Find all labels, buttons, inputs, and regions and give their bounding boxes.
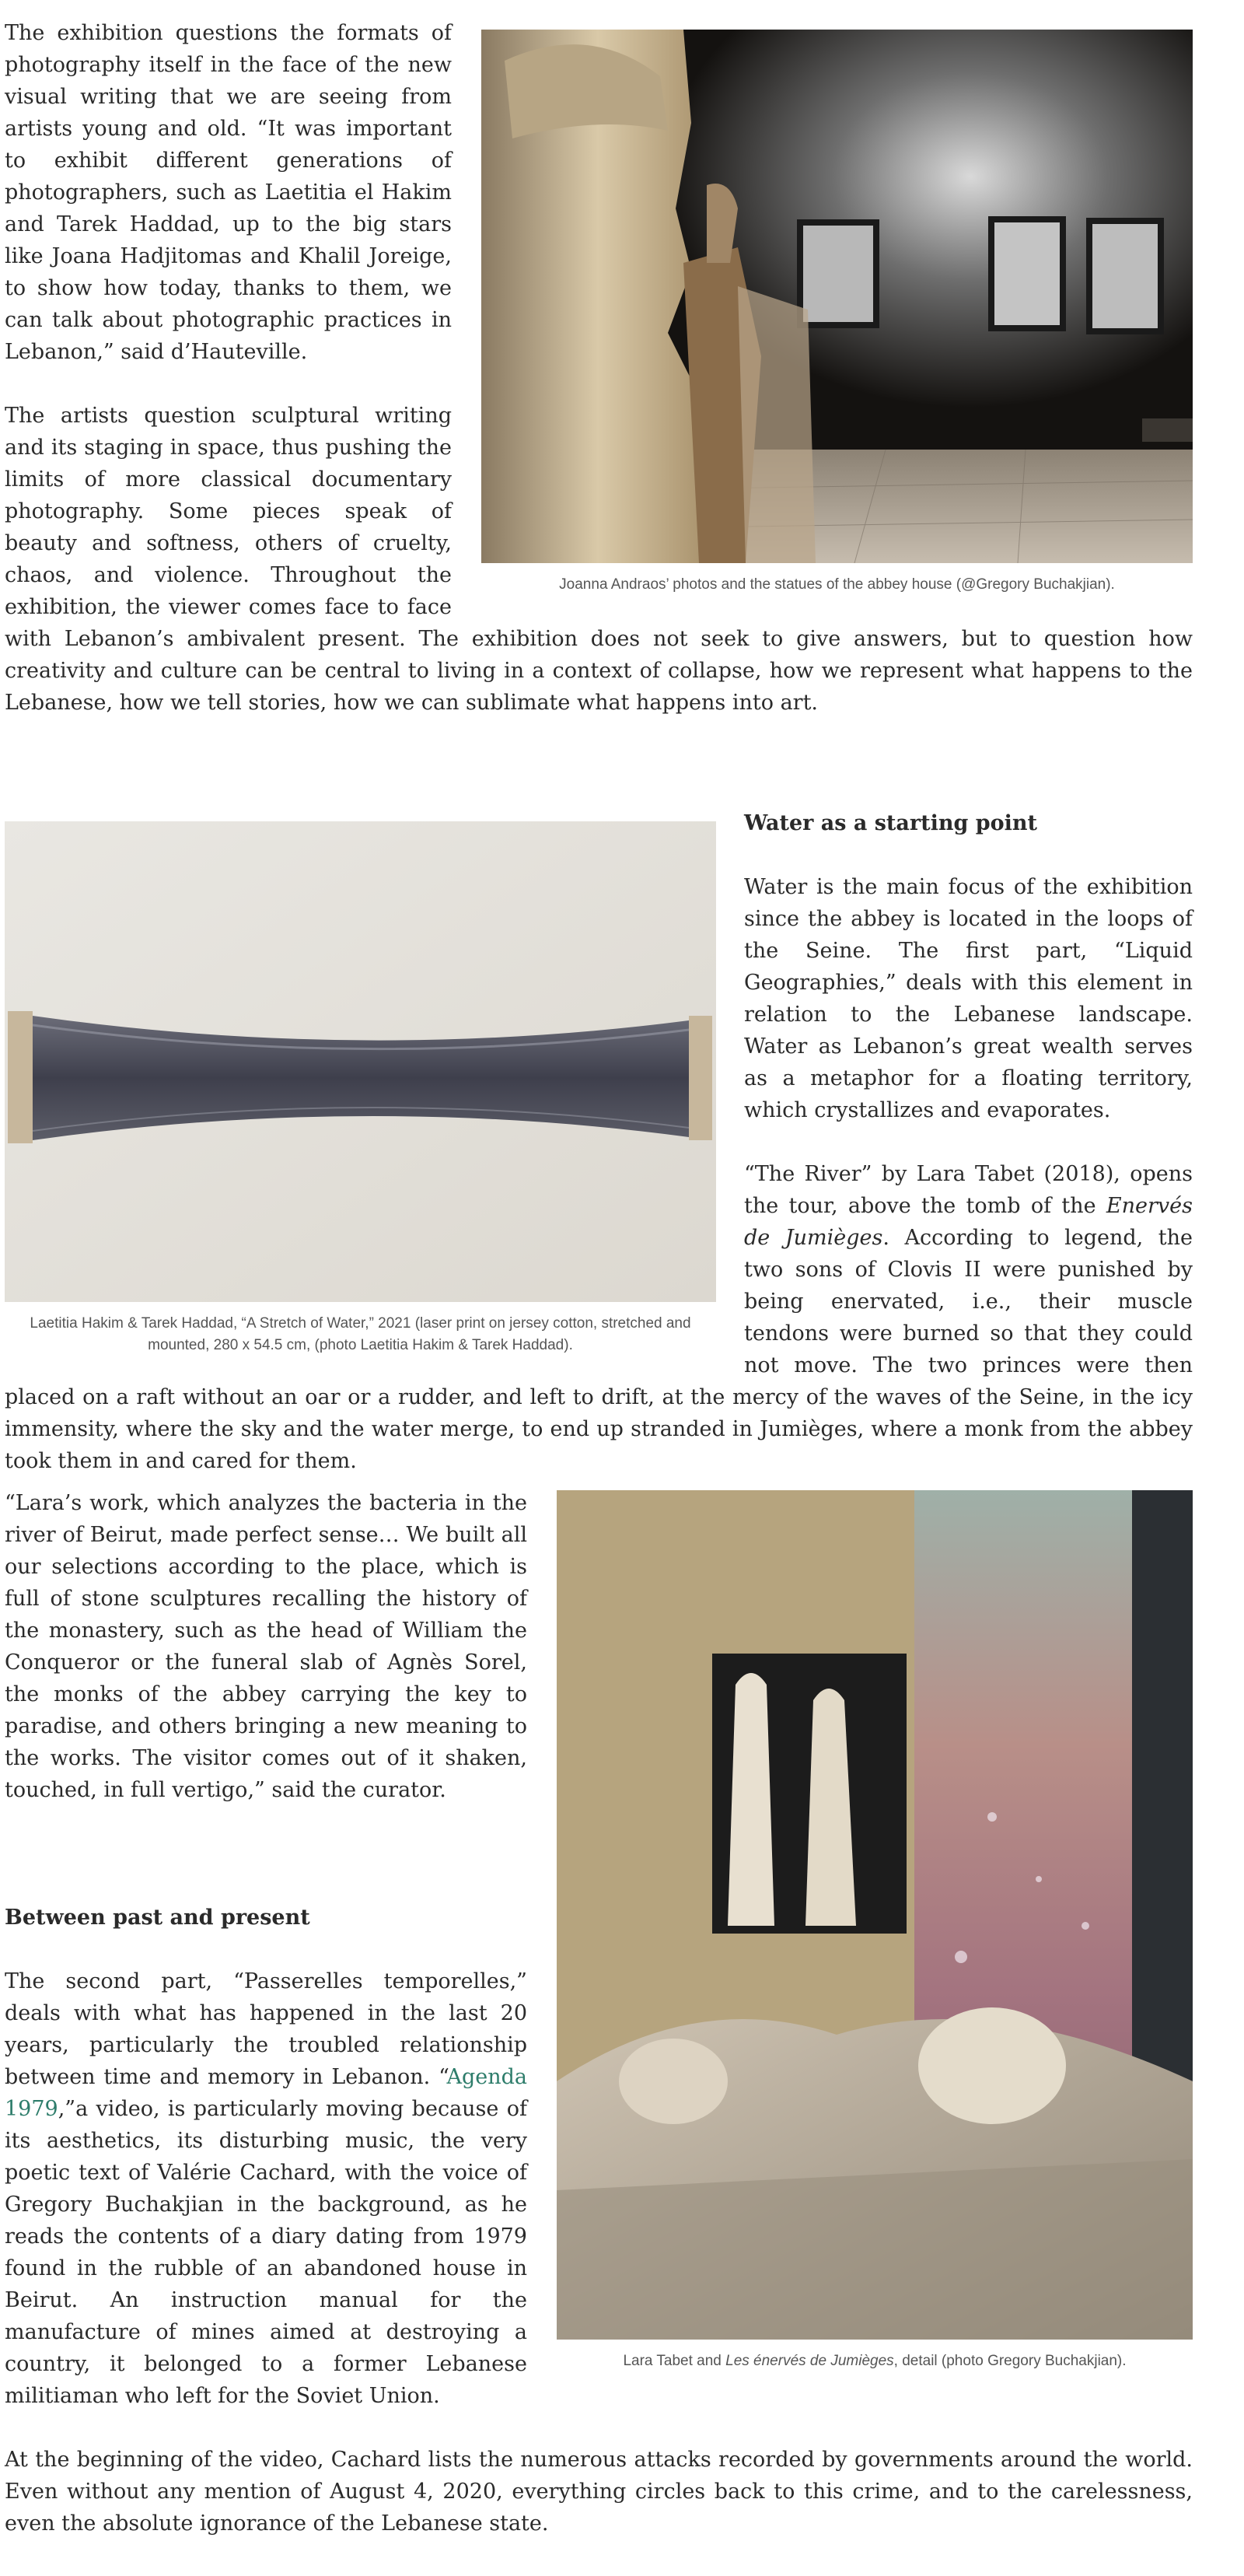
river-title-italic: Enervés de Jumièges [744, 1194, 1193, 1250]
paragraph-water-focus: Water is the main focus of the exhibition since the abbey is located in the loops of the Seine. The first part, “Liquid Geographies,” deals with this element in relation to the Lebanese landscape. Water as Lebanon’s great wealth serves as a metaphor for a floating territory, which crystallizes and evaporates. [744, 875, 1193, 1122]
river-text-before: “The River” by Lara Tabet (2018), opens the tour, above the tomb of the [744, 1162, 1193, 1218]
paragraph-sculptural-writing: The artists question sculptural writing and its staging in space, thus pushing the limits of more classical documentary photography. Some pieces speak of beauty and softness, others of cruelty, chaos, and violence. Throughout the exhibition, the viewer comes face to face with Lebanon’s ambivalent present. The exhibition does not seek to give answers, but to question how creativity and culture can be central to living in a context of collapse, how we represent what happens to the Lebanese, how we tell stories, how we can sublimate what happens into art. [5, 404, 1193, 715]
paragraph-curator-quote: “Lara’s work, which analyzes the bacteria in the river of Beirut, made perfect sense… We built all our selections according to the place, which is full of stone sculptures recalling the history of the monastery, such as the head of William the Conqueror or the funeral slab of Agnès Sorel, the monks of the abbey carrying the key to paradise, and others bringing a new meaning to the works. The visitor comes out of it shaken, touched, in full vertigo,” said the curator. [5, 1491, 527, 1802]
caption-lara-tabet [557, 2350, 1193, 2372]
heading-water-starting-point: Water as a starting point [744, 811, 1038, 835]
section-past-present [5, 1487, 1193, 2539]
photo-lara-tabet [557, 1490, 1193, 2340]
caption-title-italic: Les énervés de Jumièges [725, 2353, 894, 2369]
figure-abbey-statues [481, 30, 1193, 596]
caption-abbey-statues: Joanna Andraos’ photos and the statues of the abbey house (@Gregory Buchakjian). [559, 576, 1115, 593]
photo-stretch-of-water [5, 821, 716, 1302]
section-exhibition-formats [5, 17, 1193, 719]
link-agenda-1979[interactable]: Agenda 1979 [5, 2065, 527, 2121]
figure-lara-tabet [557, 1490, 1193, 2372]
caption-text-before: Lara Tabet and [623, 2353, 726, 2369]
section-water [5, 807, 1193, 1477]
figure-stretch-of-water [5, 821, 716, 1356]
paragraph-cachard-attacks: At the beginning of the video, Cachard lists the numerous attacks recorded by governments around the world. Even without any mention of August 4, 2020, everything circles back to this crime, and to the carelessness, even the absolute ignorance of the Lebanese state. [5, 2448, 1193, 2536]
heading-past-present: Between past and present [5, 1906, 310, 1930]
paragraph-photographers: The exhibition questions the formats of photography itself in the face of the new visual writing that we are seeing from artists young and old. “It was important to exhibit different generations of photographers, such as Laetitia el Hakim and Tarek Haddad, up to the big stars like Joana Hadjitomas and Khalil Joreige, to show how today, thanks to them, we can talk about photographic practices in Lebanon,” said d’Hauteville. [5, 21, 452, 364]
passerelles-text-before: The second part, “Passerelles temporelles,” deals with what has happened in the last 20 years, particularly the troubled relationship between time and memory in Lebanon. “ [5, 1969, 527, 2089]
caption-text-after: , detail (photo Gregory Buchakjian). [893, 2353, 1127, 2369]
river-text-after: . According to legend, the two sons of Clovis II were punished by being enervated, i.e., their muscle tendons were burned so that they could not move. The two princes were then placed on a raft without an oar or a rudder, and left to drift, at the mercy of the waves of the Seine, in the icy immensity, where the sky and the water merge, to end up stranded in Jumièges, where a monk from the abbey took them in and cared for them. [5, 1226, 1193, 1473]
passerelles-text-after: ,”a video, is particularly moving because of its aesthetics, its disturbing music, the very poetic text of Valérie Cachard, with the voice of Gregory Buchakjian in the background, as he reads the contents of a diary dating from 1979 found in the rubble of an abandoned house in Beirut. An instruction manual for the manufacture of mines aimed at destroying a country, it belonged to a former Lebanese militiaman who left for the Soviet Union. [5, 2097, 527, 2408]
caption-stretch-of-water: Laetitia Hakim & Tarek Haddad, “A Stretch of Water,” 2021 (laser print on jersey cotton, stretched and mounted, 280 x 54.5 cm, (photo Laetitia Hakim & Tarek Haddad). [30, 1315, 691, 1353]
photo-abbey-statues [481, 30, 1193, 563]
